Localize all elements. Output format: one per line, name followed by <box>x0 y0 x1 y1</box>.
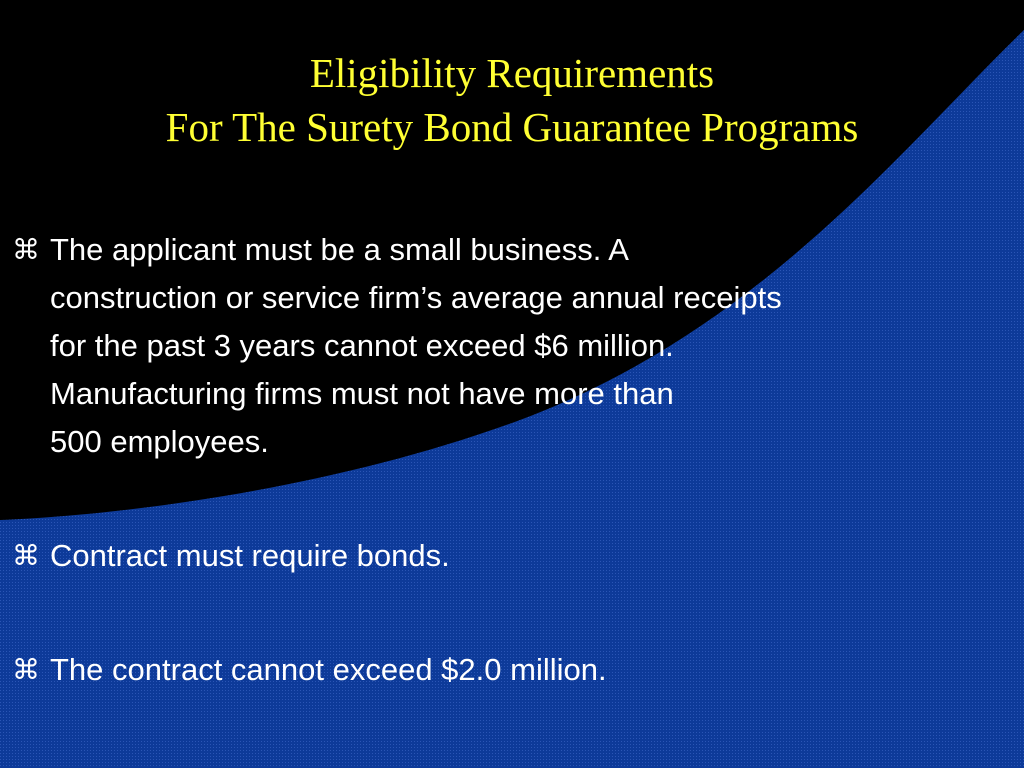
command-key-icon: ⌘ <box>12 653 40 686</box>
bullet-list <box>12 226 1012 694</box>
bullet-item-small-business <box>12 226 1012 466</box>
title-line-1: Eligibility Requirements <box>309 50 715 96</box>
bullet-text: The applicant must be a small business. A construction or service firm’s average annual receipts for the past 3 years cannot exceed $6 million. Manufacturing firms must not have more than 500 employees. <box>50 232 782 459</box>
bullet-text: Contract must require bonds. <box>50 538 450 573</box>
command-key-icon: ⌘ <box>12 539 40 572</box>
slide-title <box>0 46 1024 154</box>
bullet-text: The contract cannot exceed $2.0 million. <box>50 652 607 687</box>
command-key-icon: ⌘ <box>12 233 40 266</box>
title-line-2: For The Surety Bond Guarantee Programs <box>165 104 859 150</box>
bullet-item-bonds <box>12 532 1012 580</box>
bullet-item-contract-limit <box>12 646 1012 694</box>
